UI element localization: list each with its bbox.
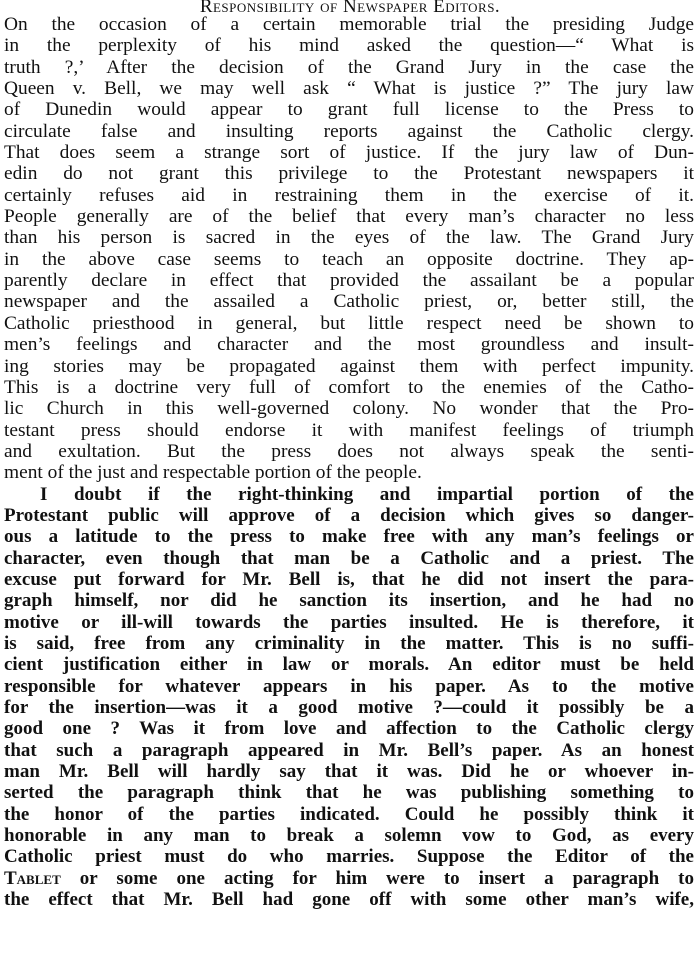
text-line: character, even though that man be a Catholic and a priest. The (4, 547, 694, 569)
text-line-tablet (4, 868, 694, 889)
article-title: Responsibility of Newspaper Editors. (199, 0, 501, 17)
text-line: People generally are of the belief that every man’s character no less (4, 206, 694, 228)
text-line: the effect that Mr. Bell had gone off with some other man’s wife, (4, 889, 694, 911)
text-line: than his person is sacred in the eyes of the law. The Grand Jury (4, 227, 694, 249)
text-line: for the insertion—was it a good motive ?—could it possibly be a (4, 697, 694, 718)
text-line: man Mr. Bell will hardly say that it was. Did he or whoever in- (4, 761, 694, 783)
text-line: motive or ill-will towards the parties insulted. He is therefore, it (4, 611, 694, 633)
text-line-paragraph-start: I doubt if the right-thinking and impartial portion of the (40, 483, 694, 505)
text-line: men’s feelings and character and the most groundless and insult- (4, 334, 694, 356)
text-line: responsible for whatever appears in his paper. As to the motive (4, 675, 694, 697)
text-line: in the perplexity of his mind asked the question—“ What is (4, 35, 694, 57)
article-body (4, 14, 694, 910)
text-line: This is a doctrine very full of comfort to the enemies of the Catho- (4, 376, 694, 398)
text-line: that such a paragraph appeared in Mr. Bell’s paper. As an honest (4, 739, 694, 761)
text-line: serted the paragraph think that he was publishing something to (4, 782, 694, 804)
text-line: excuse put forward for Mr. Bell is, that he did not insert the para- (4, 568, 694, 590)
text-line: parently declare in effect that provided the assailant be a popular (4, 270, 694, 292)
text-line: ing stories may be propagated against them with perfect impunity. (4, 355, 694, 377)
text-line: newspaper and the assailed a Catholic priest, or, better still, the (4, 291, 694, 313)
text-line: of Dunedin would appear to grant full license to the Press to (4, 99, 694, 121)
text-line: Catholic priesthood in general, but little respect need be shown to (4, 312, 694, 334)
text-line: cient justification either in law or morals. An editor must be held (4, 654, 694, 676)
text-line: in the above case seems to teach an opposite doctrine. They ap- (4, 248, 694, 270)
text-line: good one ? Was it from love and affection to the Catholic clergy (4, 718, 694, 740)
text-line: lic Church in this well-governed colony. No wonder that the Pro- (4, 398, 694, 420)
text-line: edin do not grant this privilege to the Protestant newspapers it (4, 163, 694, 185)
text-line: the honor of the parties indicated. Could he possibly think it (4, 803, 694, 825)
publication-name: Tablet (4, 867, 61, 889)
text-line-rest: or some one acting for him were to insert a paragraph to (60, 867, 694, 889)
text-line: That does seem a strange sort of justice. If the jury law of Dun- (4, 142, 694, 164)
text-line: and exultation. But the press does not always speak the senti- (4, 440, 694, 462)
text-line: testant press should endorse it with manifest feelings of triumph (4, 419, 694, 441)
text-line: truth ?,’ After the decision of the Grand Jury in the case the (4, 56, 694, 78)
text-line: Queen v. Bell, we may well ask “ What is justice ?” The jury law (4, 78, 694, 100)
text-line: circulate false and insulting reports against the Catholic clergy. (4, 120, 694, 142)
text-line: certainly refuses aid in restraining them in the exercise of it. (4, 184, 694, 206)
text-line: On the occasion of a certain memorable trial the presiding Judge (4, 14, 694, 35)
text-line: ous a latitude to the press to make free with any man’s feelings or (4, 526, 694, 548)
text-line: honorable in any man to break a solemn vow to God, as every (4, 825, 694, 847)
text-line: Protestant public will approve of a decision which gives so danger- (4, 504, 694, 526)
text-line: graph himself, nor did he sanction its insertion, and he had no (4, 590, 694, 612)
text-line: is said, free from any criminality in the matter. This is no suffi- (4, 632, 694, 654)
text-line: Catholic priest must do who marries. Suppose the Editor of the (4, 846, 694, 868)
text-line-paragraph-end: ment of the just and respectable portion of the people. (4, 462, 422, 484)
